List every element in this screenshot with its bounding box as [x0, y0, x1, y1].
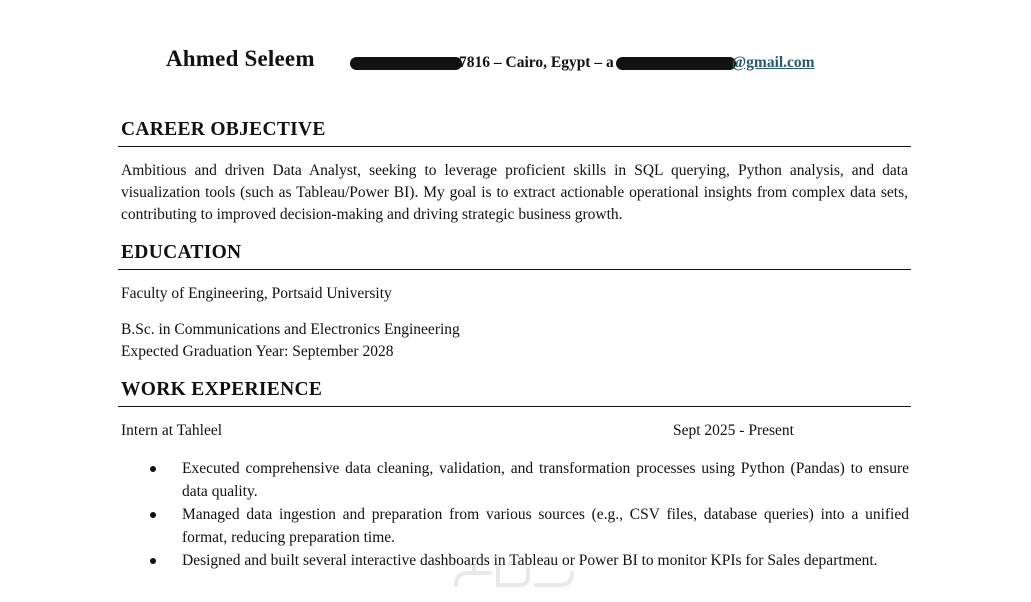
khamsat-watermark-logo	[450, 555, 580, 595]
bullet-icon	[150, 466, 156, 472]
location: – Cairo, Egypt –	[490, 54, 603, 71]
experience-bullet: Managed data ingestion and preparation from various sources (e.g., CSV files, database queries) into a unified format, reducing preparation time.	[182, 506, 909, 546]
section-divider	[118, 146, 911, 147]
education-institution: Faculty of Engineering, Portsaid University	[121, 285, 392, 302]
contact-line	[350, 54, 815, 72]
section-title-objective: CAREER OBJECTIVE	[121, 119, 326, 140]
section-title-education: EDUCATION	[121, 242, 242, 263]
section-divider	[118, 269, 911, 270]
experience-role: Intern at Tahleel	[121, 422, 223, 439]
phone-partial: 7816	[459, 54, 490, 71]
experience-bullet: Designed and built several interactive dashboards in Tableau or Power BI to monitor KPIs for Sales department.	[182, 552, 878, 569]
candidate-name: Ahmed Seleem	[166, 46, 315, 71]
experience-dates: Sept 2025 - Present	[673, 422, 794, 439]
experience-bullet: Executed comprehensive data cleaning, validation, and transformation processes using Python (Pandas) to ensure data quality.	[182, 460, 909, 500]
education-graduation: Expected Graduation Year: September 2028	[121, 343, 394, 360]
redacted-email-block	[616, 57, 736, 70]
email-partial: a	[605, 54, 614, 71]
bullet-icon	[150, 512, 156, 518]
section-divider	[118, 406, 911, 407]
redacted-phone-block	[350, 57, 462, 70]
section-title-experience: WORK EXPERIENCE	[121, 379, 323, 400]
objective-text: Ambitious and driven Data Analyst, seeking to leverage proficient skills in SQL querying, Python analysis, and data visualization tools (such as Tableau/Power BI). My goal is to extract actionable operational insights from complex data sets, contributing to improved decision-making and driving strategic business growth.	[121, 162, 908, 223]
bullet-icon	[150, 558, 156, 564]
email-link[interactable]: @gmail.com	[731, 54, 815, 71]
education-degree: B.Sc. in Communications and Electronics Engineering	[121, 321, 460, 338]
